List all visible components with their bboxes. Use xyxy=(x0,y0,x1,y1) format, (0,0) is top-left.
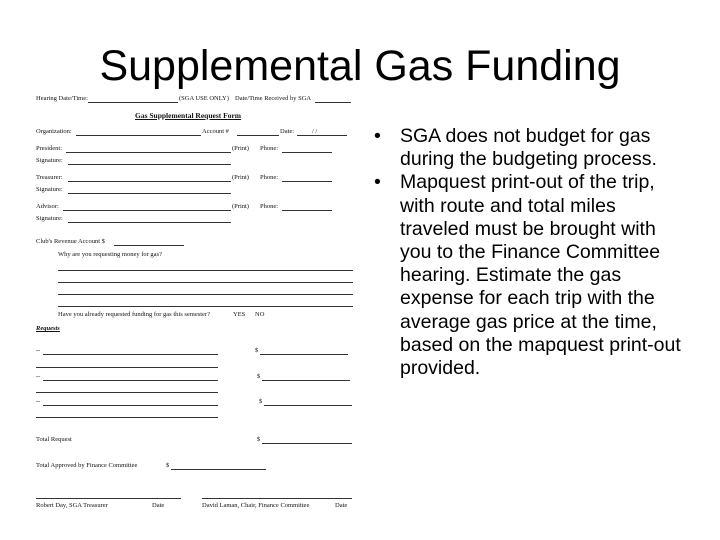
form-requests-label: Requests xyxy=(36,325,60,332)
form-line xyxy=(114,245,184,246)
form-line xyxy=(36,392,218,393)
form-sig1-date: Date xyxy=(152,502,165,509)
form-line xyxy=(282,152,332,153)
form-why-question: Why are you requesting money for gas? xyxy=(58,251,162,258)
form-signature-label: Signature: xyxy=(36,157,63,164)
form-dollar: $ xyxy=(255,347,259,354)
form-phone-label: Phone: xyxy=(260,174,279,181)
form-sga-use-label: (SGA USE ONLY) xyxy=(179,95,229,102)
form-line xyxy=(68,222,231,223)
form-dollar: $ xyxy=(257,373,261,380)
form-line xyxy=(315,102,351,103)
form-dollar: $ xyxy=(257,436,261,443)
form-line xyxy=(63,210,231,211)
form-line xyxy=(171,469,266,470)
form-line xyxy=(282,210,332,211)
form-line xyxy=(36,417,218,418)
bullet-glyph: • xyxy=(374,171,381,194)
form-line xyxy=(262,443,352,444)
form-dash: -- xyxy=(36,373,41,380)
form-line xyxy=(264,405,352,406)
form-print-label: (Print) xyxy=(232,145,249,152)
form-line xyxy=(68,193,231,194)
bullet-text: Mapquest print-out of the trip, with route and total miles traveled must be brought with you to the Finance Committee hearing. Estimate the gas expense for each trip with the average gas price at the time, based on the mapquest print-out provided. xyxy=(400,171,681,380)
form-dollar: $ xyxy=(259,398,263,405)
form-total-approved: Total Approved by Finance Committee xyxy=(36,462,138,469)
form-line xyxy=(202,498,352,499)
form-dollar: $ xyxy=(166,462,170,469)
form-line xyxy=(43,354,218,355)
form-line xyxy=(260,354,348,355)
bullet-glyph: • xyxy=(374,125,381,147)
form-line xyxy=(66,152,231,153)
form-already-requested: Have you already requested funding for gas this semester? xyxy=(58,311,210,318)
form-line xyxy=(58,294,353,295)
bullet-list xyxy=(368,125,688,380)
form-line xyxy=(36,367,218,368)
form-account-label: Account # xyxy=(202,128,229,135)
form-no: NO xyxy=(255,311,265,318)
form-sig1-name: Robert Day, SGA Treasurer xyxy=(36,502,108,509)
form-advisor-label: Advisor: xyxy=(36,203,59,210)
form-dash: -- xyxy=(36,347,41,354)
form-line xyxy=(36,498,181,499)
form-line xyxy=(68,164,231,165)
form-yes: YES xyxy=(233,311,246,318)
form-line xyxy=(282,181,332,182)
form-line xyxy=(88,102,178,103)
form-received-label: Date/Time Received by SGA xyxy=(235,95,312,102)
form-phone-label: Phone: xyxy=(260,203,279,210)
form-president-label: President: xyxy=(36,145,62,152)
form-signature-label: Signature: xyxy=(36,215,63,222)
form-date-label: Date: xyxy=(280,128,295,135)
form-signature-label: Signature: xyxy=(36,186,63,193)
bullet-text: SGA does not budget for gas during the budgeting process. xyxy=(400,125,657,171)
form-print-label: (Print) xyxy=(232,174,249,181)
form-line xyxy=(58,270,353,271)
form-line xyxy=(68,181,231,182)
form-total-request: Total Request xyxy=(36,436,72,443)
form-dash: -- xyxy=(36,398,41,405)
form-treasurer-label: Treasurer: xyxy=(36,174,63,181)
bullet-item xyxy=(368,125,688,171)
form-print-label: (Print) xyxy=(232,203,249,210)
form-line xyxy=(58,306,353,307)
form-hearing-label: Hearing Date/Time: xyxy=(36,95,88,102)
form-line xyxy=(76,135,201,136)
form-organization-label: Organization: xyxy=(36,128,72,135)
form-sig2-date: Date xyxy=(335,502,348,509)
form-phone-label: Phone: xyxy=(260,145,279,152)
form-revenue-label: Club's Revenue Account $ xyxy=(36,238,105,245)
form-line xyxy=(237,135,279,136)
form-line xyxy=(43,380,218,381)
form-line xyxy=(297,135,347,136)
form-line xyxy=(58,282,353,283)
form-line xyxy=(43,405,218,406)
form-title: Gas Supplemental Request Form xyxy=(135,111,242,120)
form-date-slashes: / / xyxy=(312,128,318,135)
form-line xyxy=(262,380,350,381)
slide-title: Supplemental Gas Funding xyxy=(99,42,621,90)
form-sig2-name: David Laman, Chair, Finance Committee xyxy=(202,502,310,509)
gas-request-form-image xyxy=(30,95,355,515)
bullet-item xyxy=(368,171,688,380)
